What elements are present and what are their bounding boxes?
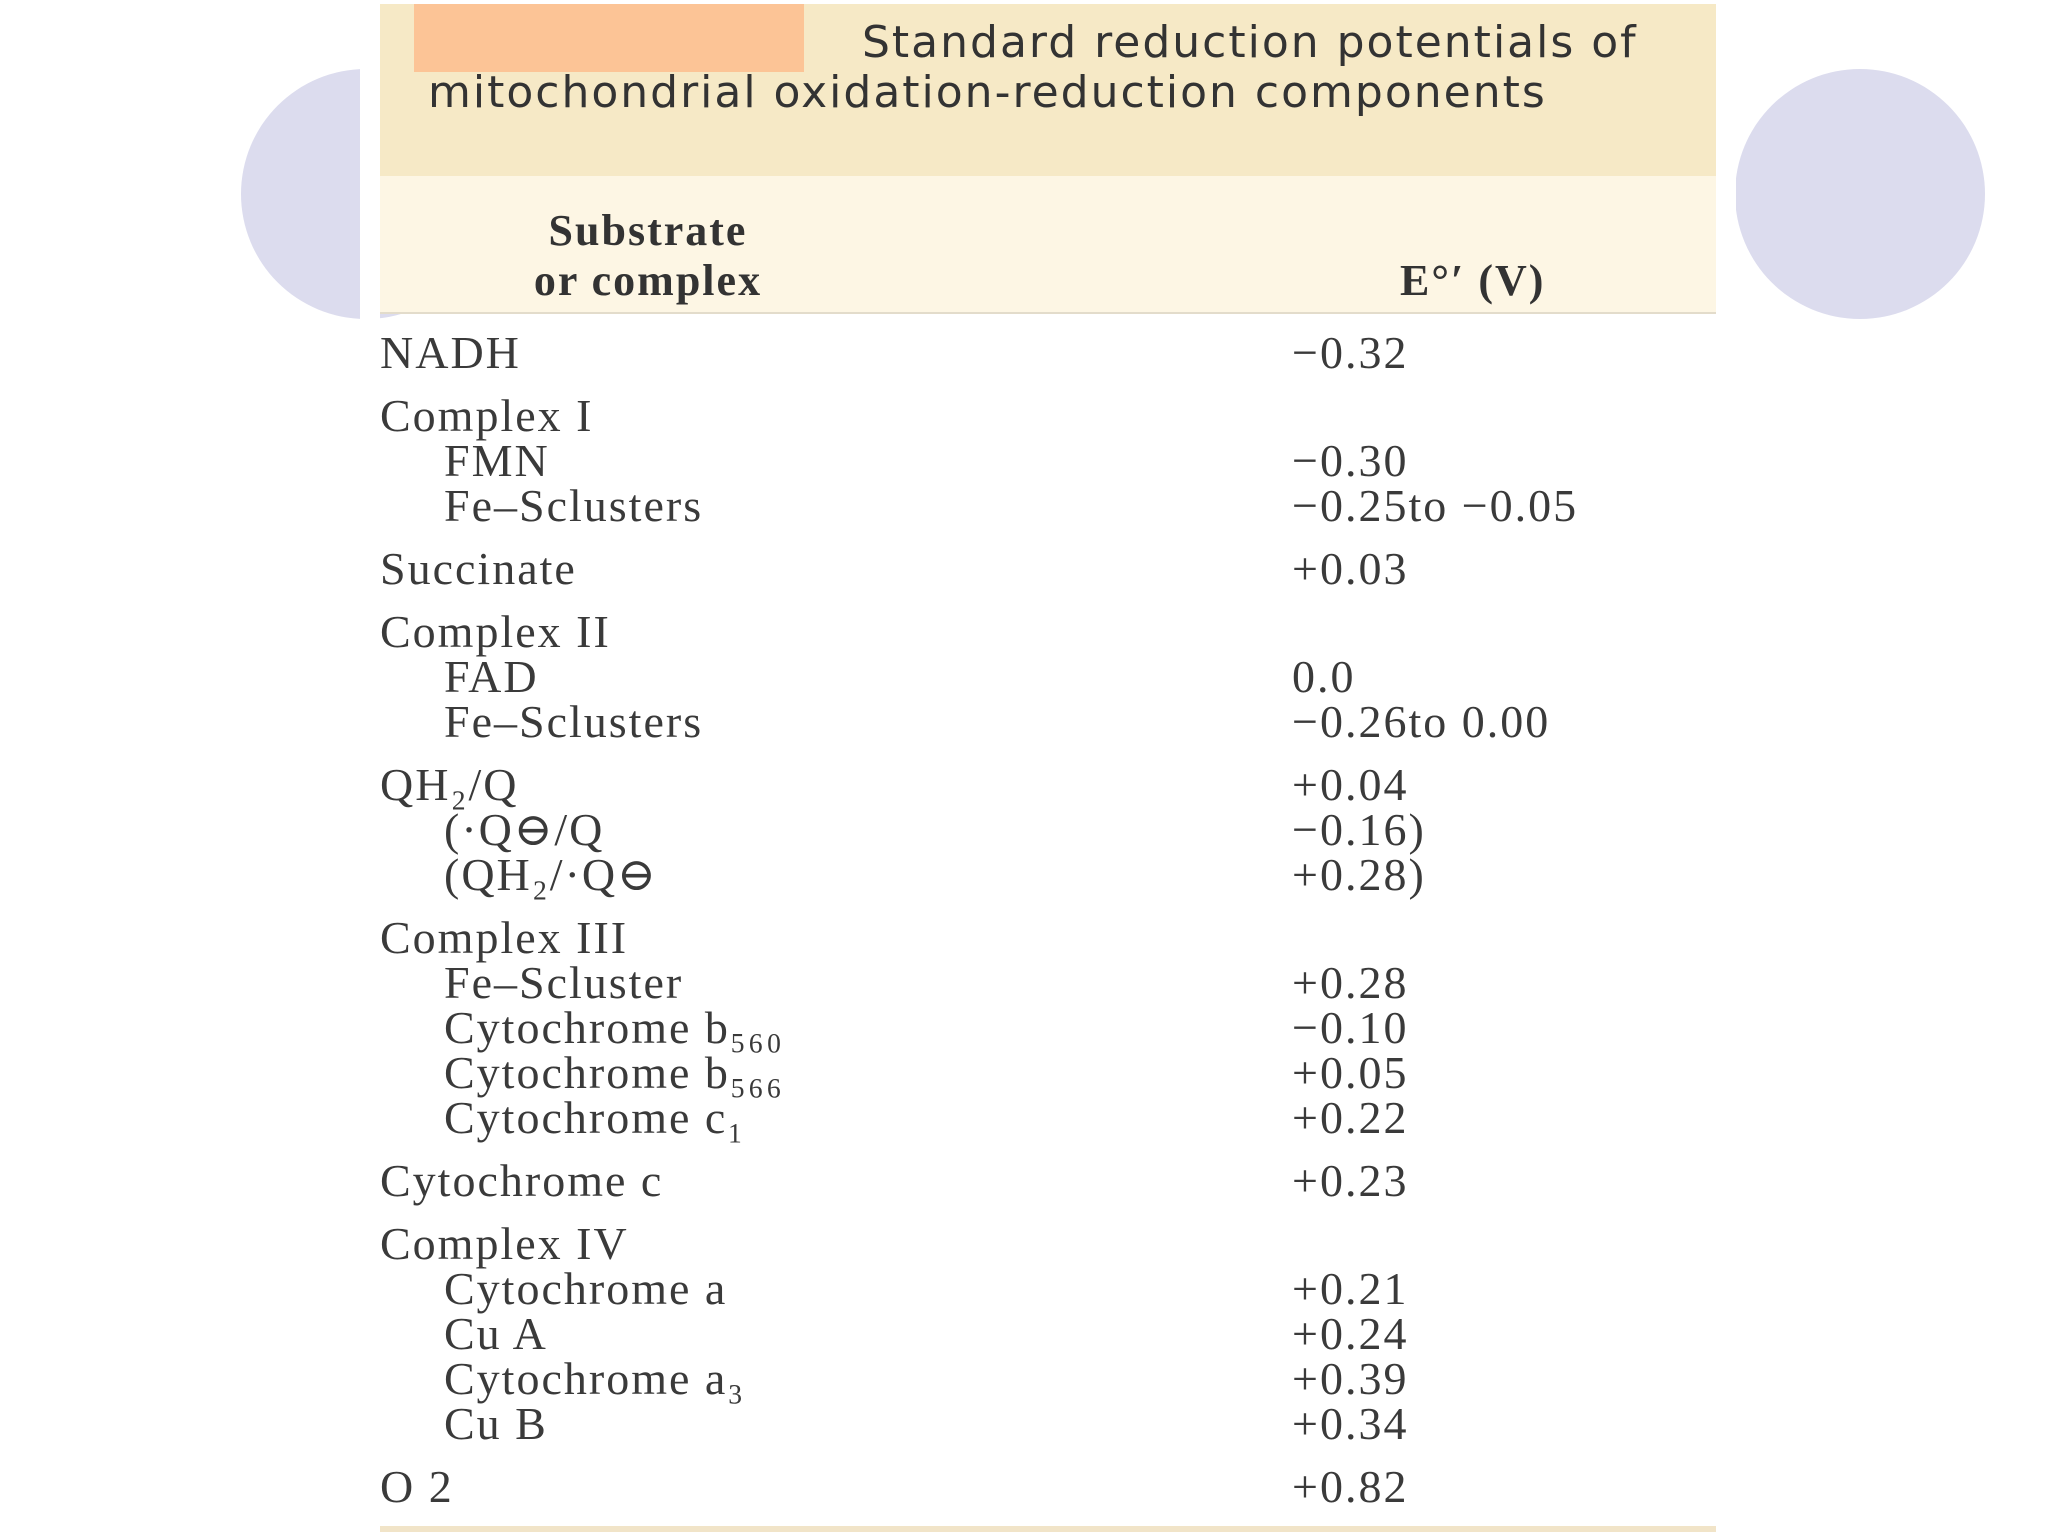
row-value: +0.23 <box>1292 1155 1409 1206</box>
row-value: +0.24 <box>1292 1308 1409 1359</box>
row-name: Succinate <box>380 543 577 594</box>
table-row <box>380 759 1716 810</box>
table-row <box>380 1047 1716 1098</box>
table-row <box>380 912 1716 963</box>
row-name: QH₂/Q <box>380 759 519 810</box>
column-header-substrate: Substrate or complex <box>533 206 763 305</box>
table-title-band <box>380 4 1716 176</box>
row-value: +0.03 <box>1292 543 1409 594</box>
row-value: +0.05 <box>1292 1047 1409 1098</box>
table-row <box>380 1398 1716 1449</box>
row-name: Cytochrome b₅₆₀ <box>444 1002 785 1053</box>
table-header <box>380 176 1716 314</box>
table-row <box>380 1461 1716 1512</box>
table-row <box>380 1002 1716 1053</box>
row-value: −0.26to 0.00 <box>1292 696 1551 747</box>
table-row <box>380 957 1716 1008</box>
row-name: Fe–Sclusters <box>444 696 704 747</box>
row-value: +0.04 <box>1292 759 1409 810</box>
table-row <box>380 390 1716 441</box>
row-name: NADH <box>380 327 521 378</box>
table-row <box>380 1092 1716 1143</box>
row-value: −0.30 <box>1292 435 1409 486</box>
table-row <box>380 1353 1716 1404</box>
row-name: Complex II <box>380 606 611 657</box>
row-name: Cu A <box>444 1308 548 1359</box>
row-name: Cytochrome c <box>380 1155 664 1206</box>
row-name: FAD <box>444 651 539 702</box>
row-name: Complex IV <box>380 1218 629 1269</box>
table-row <box>380 849 1716 900</box>
table-bottom-rule <box>380 1526 1716 1532</box>
row-name: Fe–Sclusters <box>444 480 704 531</box>
table-row <box>380 480 1716 531</box>
table-row <box>380 1218 1716 1269</box>
row-name: Cytochrome a₃ <box>444 1353 746 1404</box>
row-name: O 2 <box>380 1461 454 1512</box>
row-value: −0.10 <box>1292 1002 1409 1053</box>
row-value: −0.16) <box>1292 804 1426 855</box>
row-name: Complex I <box>380 390 594 441</box>
row-name: Cytochrome a <box>444 1263 728 1314</box>
row-name: (QH₂/·Q⊖ <box>444 849 658 900</box>
table-row <box>380 327 1716 378</box>
table-row <box>380 435 1716 486</box>
column-header-potential: E°′ (V) <box>1400 256 1546 305</box>
row-name: (·Q⊖/Q <box>444 804 605 855</box>
row-value: −0.25to −0.05 <box>1292 480 1579 531</box>
row-value: +0.39 <box>1292 1353 1409 1404</box>
table-row <box>380 696 1716 747</box>
row-value: −0.32 <box>1292 327 1409 378</box>
table-row <box>380 651 1716 702</box>
row-name: FMN <box>444 435 550 486</box>
row-name: Complex III <box>380 912 629 963</box>
circle-mask-right <box>1716 60 1736 330</box>
table-row <box>380 804 1716 855</box>
row-value: +0.82 <box>1292 1461 1409 1512</box>
row-value: +0.34 <box>1292 1398 1409 1449</box>
table-row <box>380 543 1716 594</box>
table-body <box>380 327 1716 1512</box>
table-row <box>380 1155 1716 1206</box>
row-name: Cytochrome b₅₆₆ <box>444 1047 785 1098</box>
reduction-potentials-table <box>380 0 1716 1536</box>
row-name: Fe–Scluster <box>444 957 684 1008</box>
row-value: +0.28 <box>1292 957 1409 1008</box>
table-row <box>380 1263 1716 1314</box>
row-name: Cytochrome c₁ <box>444 1092 746 1143</box>
decorative-circle-right <box>1735 69 1985 319</box>
table-title: Standard reduction potentials of mitochondrial oxidation-reduction components <box>428 17 1638 118</box>
row-value: +0.21 <box>1292 1263 1409 1314</box>
table-row <box>380 606 1716 657</box>
row-value: +0.28) <box>1292 849 1426 900</box>
row-name: Cu B <box>444 1398 548 1449</box>
row-value: 0.0 <box>1292 651 1356 702</box>
circle-mask-left <box>360 60 380 330</box>
row-value: +0.22 <box>1292 1092 1409 1143</box>
table-row <box>380 1308 1716 1359</box>
